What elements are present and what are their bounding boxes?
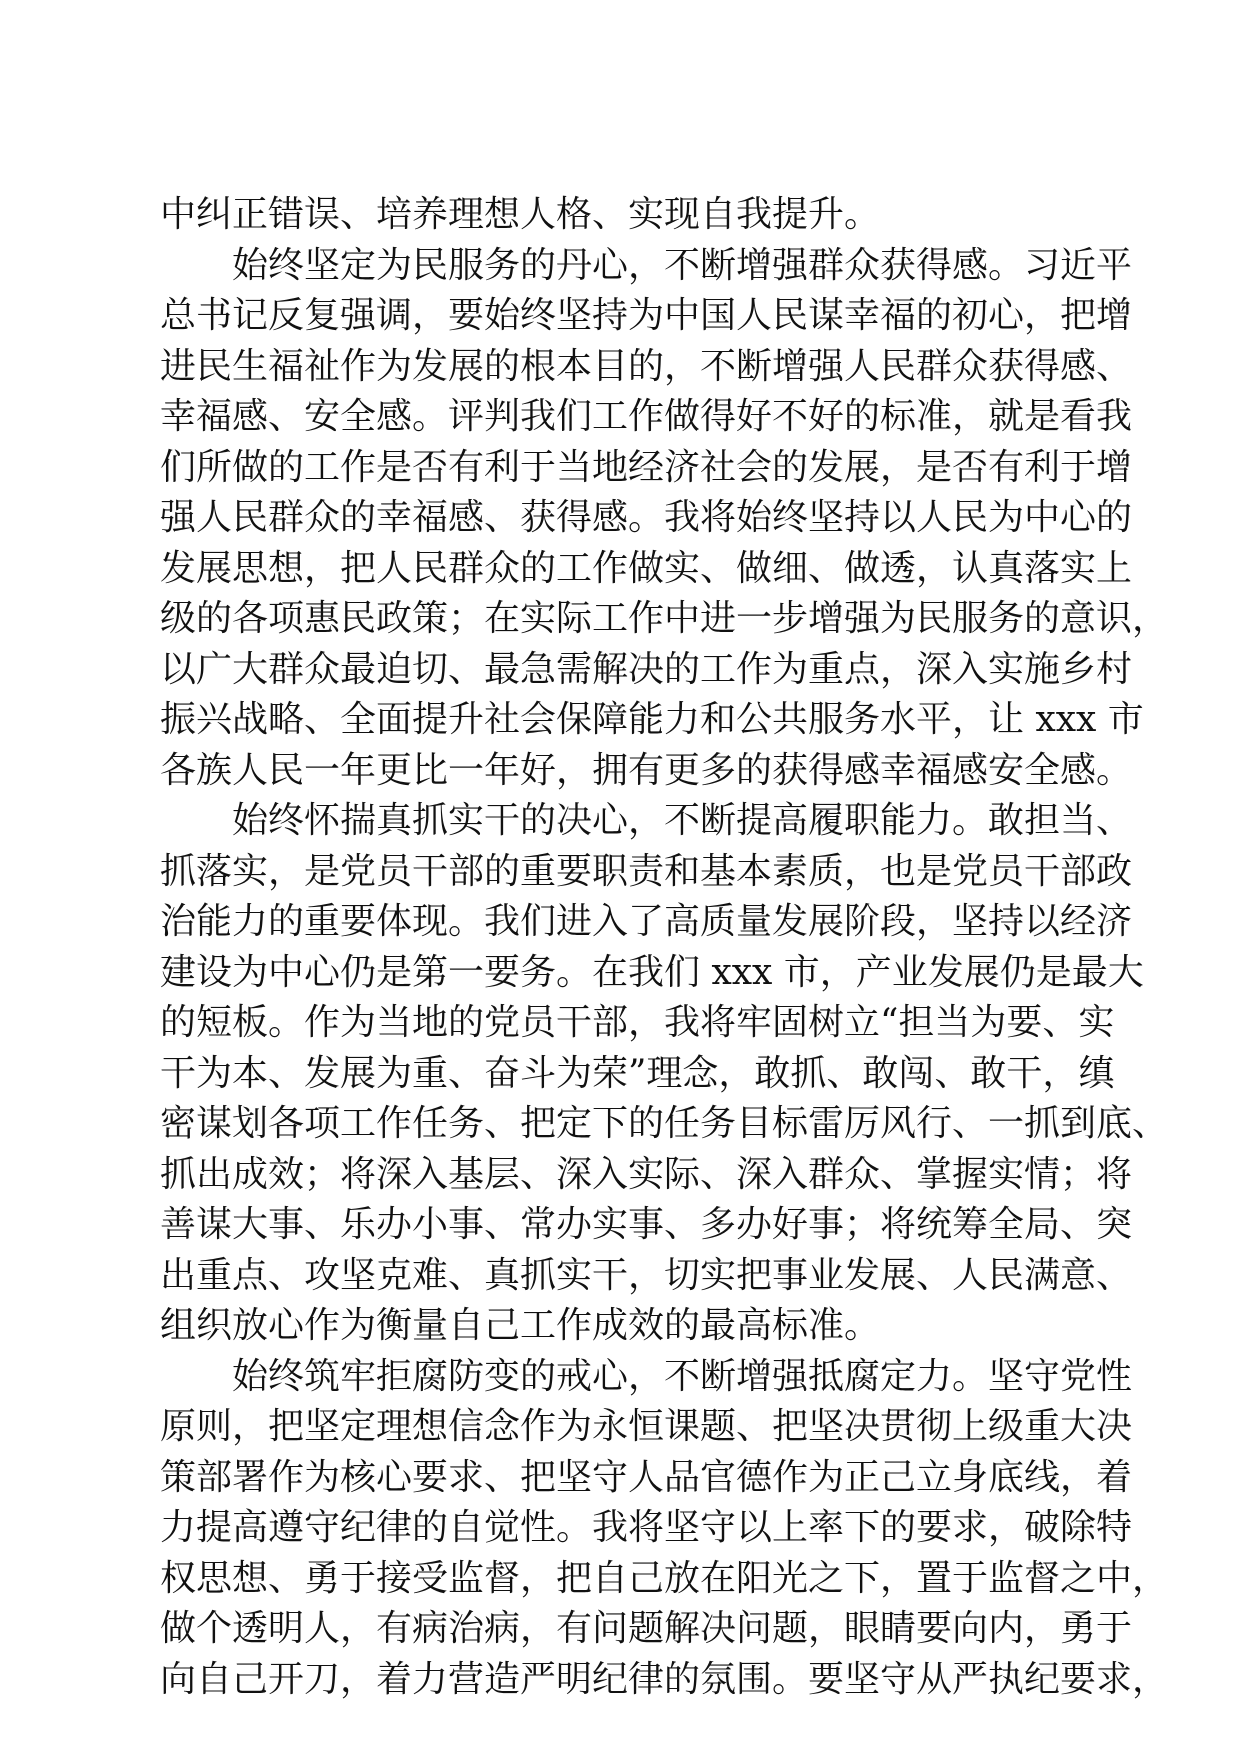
text-line: 中纠正错误、培养理想人格、实现自我提升。 (160, 194, 881, 235)
text-line: 权思想、勇于接受监督，把自己放在阳光之下，置于监督之中， (160, 1557, 1169, 1599)
paragraph-first-line: 始终坚定为民服务的丹心，不断增强群众获得感。习近平 (232, 244, 1133, 286)
text-line: 策部署作为核心要求、把坚守人品官德作为正己立身底线，着 (160, 1456, 1133, 1498)
text-line: 发展思想，把人民群众的工作做实、做细、做透，认真落实上 (160, 547, 1133, 589)
text-line: 向自己开刀，着力营造严明纪律的氛围。要坚守从严执纪要求， (160, 1658, 1169, 1700)
text-line: 建设为中心仍是第一要务。在我们 xxx 市，产业发展仍是最大 (160, 951, 1144, 993)
text-line: 出重点、攻坚克难、真抓实干，切实把事业发展、人民满意、 (160, 1254, 1133, 1296)
text-line: 密谋划各项工作任务、把定下的任务目标雷厉风行、一抓到底、 (160, 1103, 1169, 1144)
text-line: 强人民群众的幸福感、获得感。我将始终坚持以人民为中心的 (160, 497, 1133, 538)
text-line: 力提高遵守纪律的自觉性。我将坚守以上率下的要求，破除特 (160, 1507, 1133, 1548)
text-line: 抓落实，是党员干部的重要职责和基本素质，也是党员干部政 (160, 850, 1133, 892)
text-line: 以广大群众最迫切、最急需解决的工作为重点，深入实施乡村 (160, 648, 1133, 690)
text-line: 抓出成效；将深入基层、深入实际、深入群众、掌握实情；将 (160, 1153, 1133, 1195)
text-line: 们所做的工作是否有利于当地经济社会的发展，是否有利于增 (160, 446, 1133, 488)
text-line: 治能力的重要体现。我们进入了高质量发展阶段，坚持以经济 (160, 901, 1133, 942)
text-line: 总书记反复强调，要始终坚持为中国人民谋幸福的初心，把增 (160, 295, 1133, 336)
text-line: 级的各项惠民政策；在实际工作中进一步增强为民服务的意识， (160, 598, 1169, 639)
text-line: 振兴战略、全面提升社会保障能力和公共服务水平，让 xxx 市 (160, 699, 1144, 740)
body-text (160, 190, 1169, 1705)
text-line: 干为本、发展为重、奋斗为荣”理念，敢抓、敢闯、敢干，缜 (160, 1052, 1115, 1094)
text-line: 的短板。作为当地的党员干部，我将牢固树立“担当为要、实 (160, 1002, 1115, 1043)
text-line: 幸福感、安全感。评判我们工作做得好不好的标准，就是看我 (160, 396, 1133, 437)
paragraph-first-line: 始终怀揣真抓实干的决心，不断提高履职能力。敢担当、 (232, 800, 1133, 841)
paragraph-first-line: 始终筑牢拒腐防变的戒心，不断增强抵腐定力。坚守党性 (232, 1355, 1133, 1397)
text-line: 原则，把坚定理想信念作为永恒课题、把坚决贯彻上级重大决 (160, 1406, 1133, 1447)
text-line: 组织放心作为衡量自己工作成效的最高标准。 (160, 1305, 881, 1346)
text-line: 各族人民一年更比一年好，拥有更多的获得感幸福感安全感。 (160, 749, 1133, 791)
text-line: 做个透明人，有病治病，有问题解决问题，眼睛要向内，勇于 (160, 1608, 1133, 1649)
text-line: 进民生福祉作为发展的根本目的，不断增强人民群众获得感、 (160, 345, 1133, 387)
text-line: 善谋大事、乐办小事、常办实事、多办好事；将统筹全局、突 (160, 1204, 1133, 1245)
